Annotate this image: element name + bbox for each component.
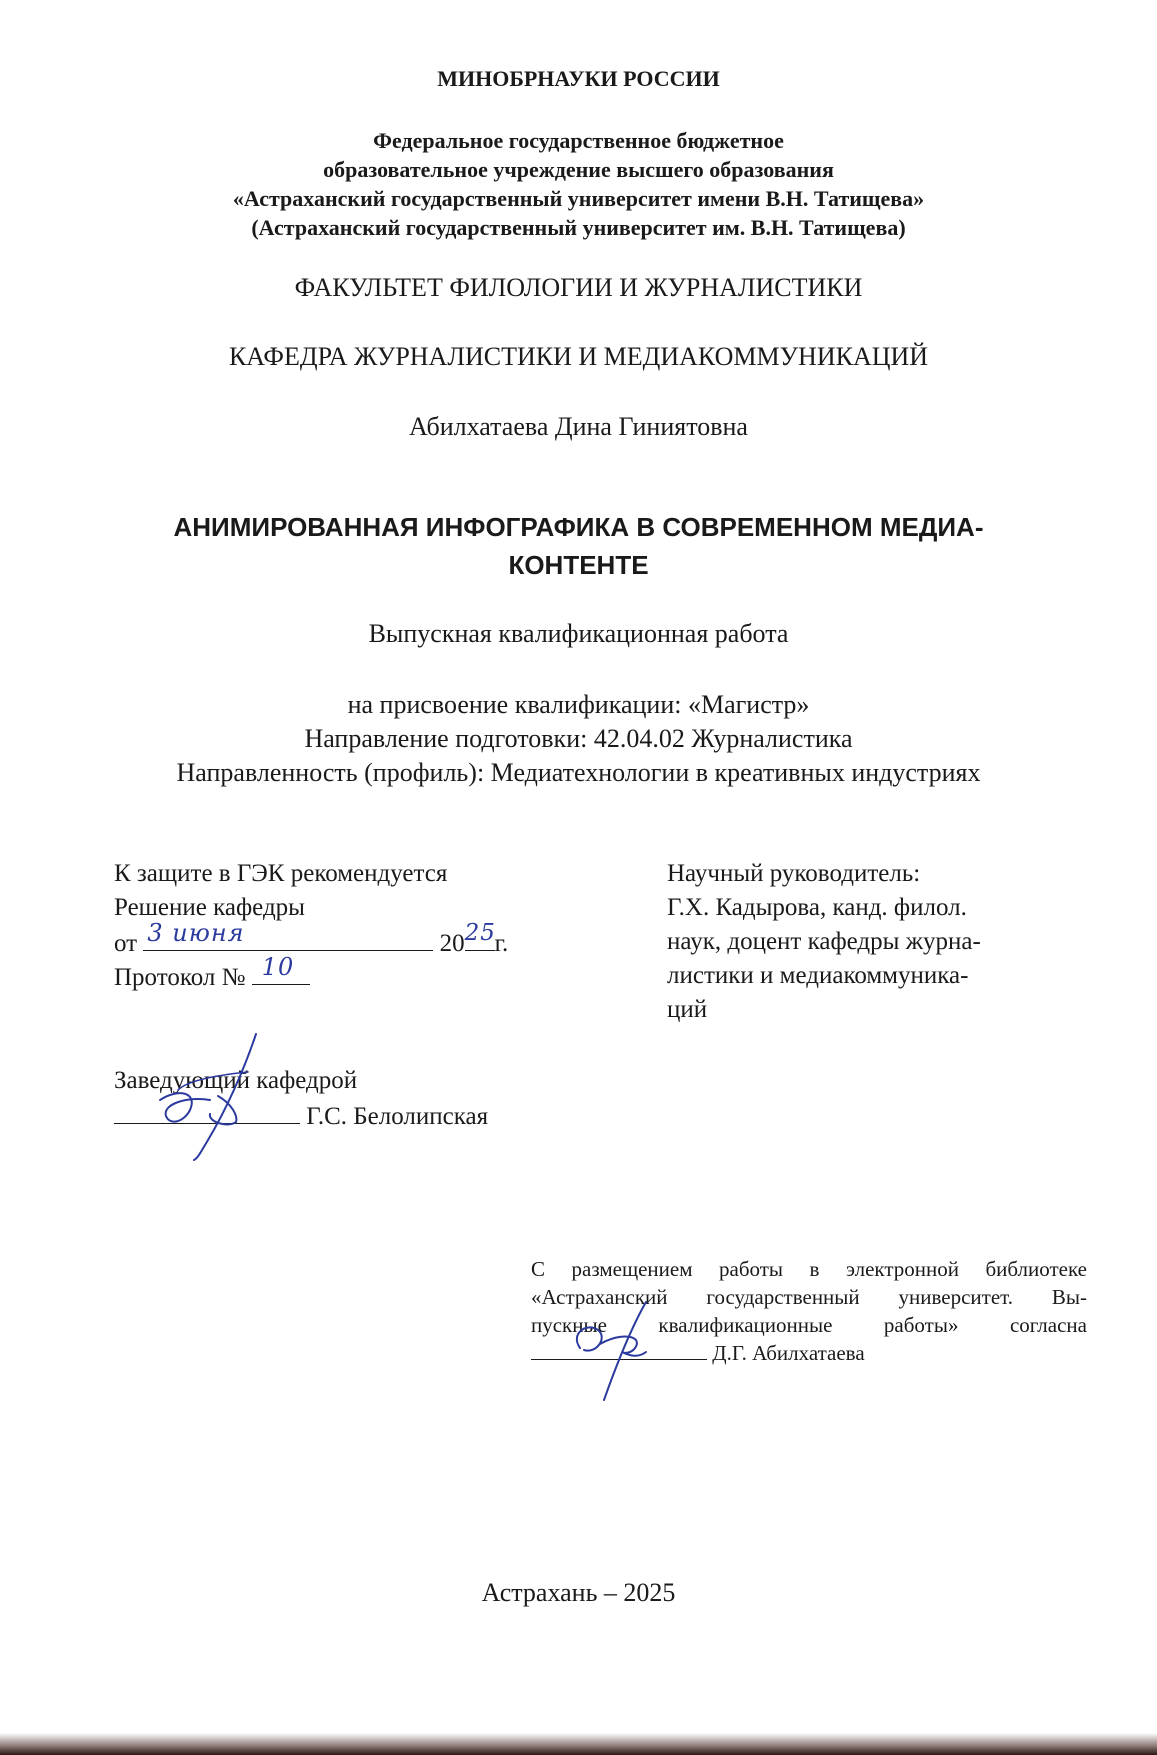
year-suffix: г. [494,930,509,957]
institution-line-4: (Астраханский государственный университет им. В.Н. Татищева) [251,215,906,240]
thesis-title-line-2: КОНТЕНТЕ [508,550,649,580]
handwritten-year: 25 [464,920,496,946]
department-name: КАФЕДРА ЖУРНАЛИСТИКИ И МЕДИАКОММУНИКАЦИЙ [228,342,929,371]
faculty-name: ФАКУЛЬТЕТ ФИЛОЛОГИИ И ЖУРНАЛИСТИКИ [294,273,863,302]
work-type: Выпускная квалификационная работа [368,619,789,648]
author-signature-icon [560,1300,670,1410]
date-line [143,919,433,951]
handwritten-protocol-number: 10 [261,953,295,981]
handwritten-date: 3 июня [147,919,245,947]
year-prefix: 20 [439,930,465,957]
protocol-line [252,953,310,985]
supervisor-line-4: листики и медиакоммуника- [667,962,969,989]
head-of-department-name: Г.С. Белолипская [306,1103,489,1130]
decision-date-row [114,919,509,959]
department-decision: Решение кафедры [114,894,305,921]
institution-line-3: «Астраханский государственный университет имени В.Н. Татищева» [232,186,925,211]
from-label: от [114,930,138,957]
author-name: Абилхатаева Дина Гиниятовна [409,412,748,441]
consent-line-1: С размещением работы в электронной библиотеке [531,1257,1087,1281]
institution-line-2: образовательное учреждение высшего образования [323,157,834,182]
direction-line: Направление подготовки: 42.04.02 Журналистика [304,724,853,753]
protocol-label: Протокол № [114,964,246,991]
consent-line-2: «Астраханский государственный университет. Вы- [531,1285,1087,1309]
ministry-name: МИНОБРНАУКИ РОССИИ [437,66,720,91]
head-of-department-label: Заведующий кафедрой [114,1067,358,1094]
year-line [464,920,496,951]
city-year: Астрахань – 2025 [481,1578,676,1607]
supervisor-line-5: ций [667,996,708,1023]
supervisor-line-2: Г.Х. Кадырова, канд. филол. [667,894,967,921]
supervisor-line-1: Научный руководитель: [667,860,921,887]
consent-line-3: пускные квалификационные работы» согласна [531,1313,1087,1337]
institution-line-1: Федеральное государственное бюджетное [373,128,784,153]
thesis-title-line-1: АНИМИРОВАННАЯ ИНФОГРАФИКА В СОВРЕМЕННОМ МЕДИА- [173,512,984,542]
defense-recommended: К защите в ГЭК рекомендуется [114,860,448,887]
protocol-row [114,953,310,993]
consent-signer-name: Д.Г. Абилхатаева [712,1341,865,1365]
head-signature-icon [148,1030,268,1165]
scan-bottom-edge [0,1733,1157,1755]
qualification-line: на присвоение квалификации: «Магистр» [347,690,810,719]
profile-line: Направленность (профиль): Медиатехнологии в креативных индустриях [176,758,981,787]
supervisor-line-3: наук, доцент кафедры журна- [667,928,981,955]
